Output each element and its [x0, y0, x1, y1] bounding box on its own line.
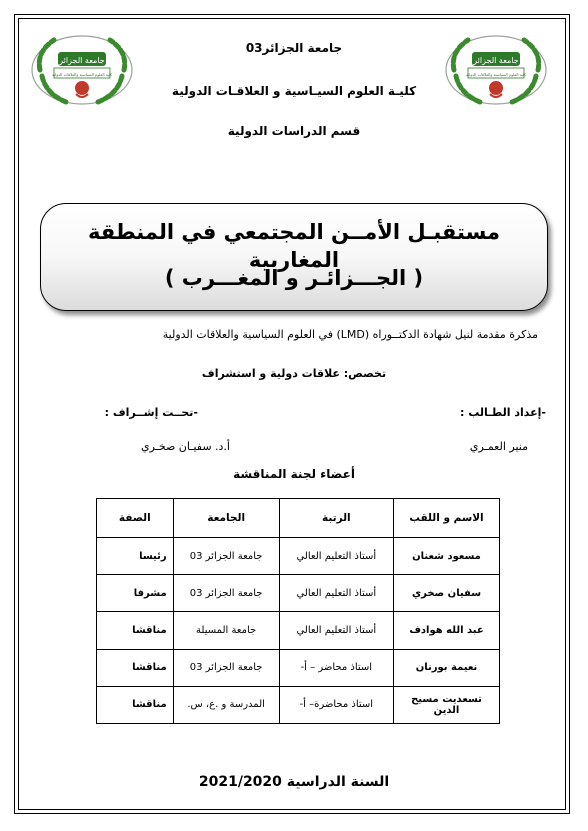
member-rank: أستاذ التعليم العالي	[279, 575, 393, 612]
specialization: تخصص: علاقات دولية و استشراف	[201, 367, 387, 380]
member-university: جامعة الجزائر 03	[173, 649, 279, 686]
thesis-title-box	[40, 203, 548, 311]
student-name: منير العمـري	[469, 440, 528, 453]
table-row	[97, 538, 500, 575]
member-university: جامعة الجزائر 03	[173, 538, 279, 575]
member-rank: أستاذ التعليم العالي	[279, 538, 393, 575]
table-header-row	[97, 499, 500, 538]
committee-title: أعضاء لجنة المناقشة	[233, 467, 355, 481]
prepared-by-label: -إعداد الطـالب :	[460, 406, 546, 419]
dissertation-note: مذكرة مقدمة لنيل شهادة الدكتــوراه (LMD) في العلوم السياسية والعلاقات الدولية	[162, 328, 538, 341]
member-name: تسعديت مسيح الدين	[394, 686, 500, 723]
university-logo-left	[26, 30, 138, 110]
logo-text-bottom: كلية العلوم السياسية والعلاقات الدولية	[465, 72, 527, 77]
member-role: رئيسا	[97, 538, 174, 575]
supervisor-label: -تحــت إشــراف :	[104, 406, 198, 419]
supervisor-name: أ.د. سفيـان صخـري	[140, 440, 230, 453]
member-role: مناقشا	[97, 612, 174, 649]
table-row	[97, 575, 500, 612]
logo-text-top: جامعة الجزائر	[473, 56, 519, 65]
member-rank: استاذ محاضر – أ-	[279, 649, 393, 686]
member-name: سفيان صخري	[394, 575, 500, 612]
logo-text-top: جامعة الجزائر	[59, 56, 105, 65]
university-name: جامعة الجزائر03	[245, 41, 343, 55]
member-role: مشرفا	[97, 575, 174, 612]
member-rank: استاذ محاضرة– أ-	[279, 686, 393, 723]
logo-text-bottom: كلية العلوم السياسية والعلاقات الدولية	[51, 72, 113, 77]
thesis-title-line-1: مستقبـل الأمــن المجتمعي في المنطقة المغاربية	[88, 220, 500, 272]
table-row	[97, 649, 500, 686]
faculty-name: كليـة العلوم السيـاسية و العلاقـات الدولية	[171, 84, 417, 98]
header-university: الجامعة	[173, 499, 279, 538]
member-university: جامعة الجزائر 03	[173, 575, 279, 612]
header-name: الاسم و اللقب	[394, 499, 500, 538]
table-row	[97, 612, 500, 649]
header-rank: الرتبة	[279, 499, 393, 538]
member-name: مسعود شعنان	[394, 538, 500, 575]
header-role: الصفة	[97, 499, 174, 538]
member-university: جامعة المسيلة	[173, 612, 279, 649]
academic-year: السنة الدراسية 2021/2020	[198, 774, 390, 790]
member-role: مناقشا	[97, 686, 174, 723]
university-emblem-icon	[440, 30, 552, 110]
university-logo-right	[440, 30, 552, 110]
member-university: المدرسة و .ع، س.	[173, 686, 279, 723]
table-row	[97, 686, 500, 723]
member-name: عبد الله هوادف	[394, 612, 500, 649]
member-rank: أستاذ التعليم العالي	[279, 612, 393, 649]
committee-table	[96, 498, 500, 724]
department-name: قسم الدراسات الدولية	[227, 124, 361, 138]
university-emblem-icon	[26, 30, 138, 110]
member-name: نعيمة بورنان	[394, 649, 500, 686]
thesis-title-line-2: ( الجـــزائـر و المغـــرب )	[164, 266, 424, 290]
member-role: مناقشا	[97, 649, 174, 686]
